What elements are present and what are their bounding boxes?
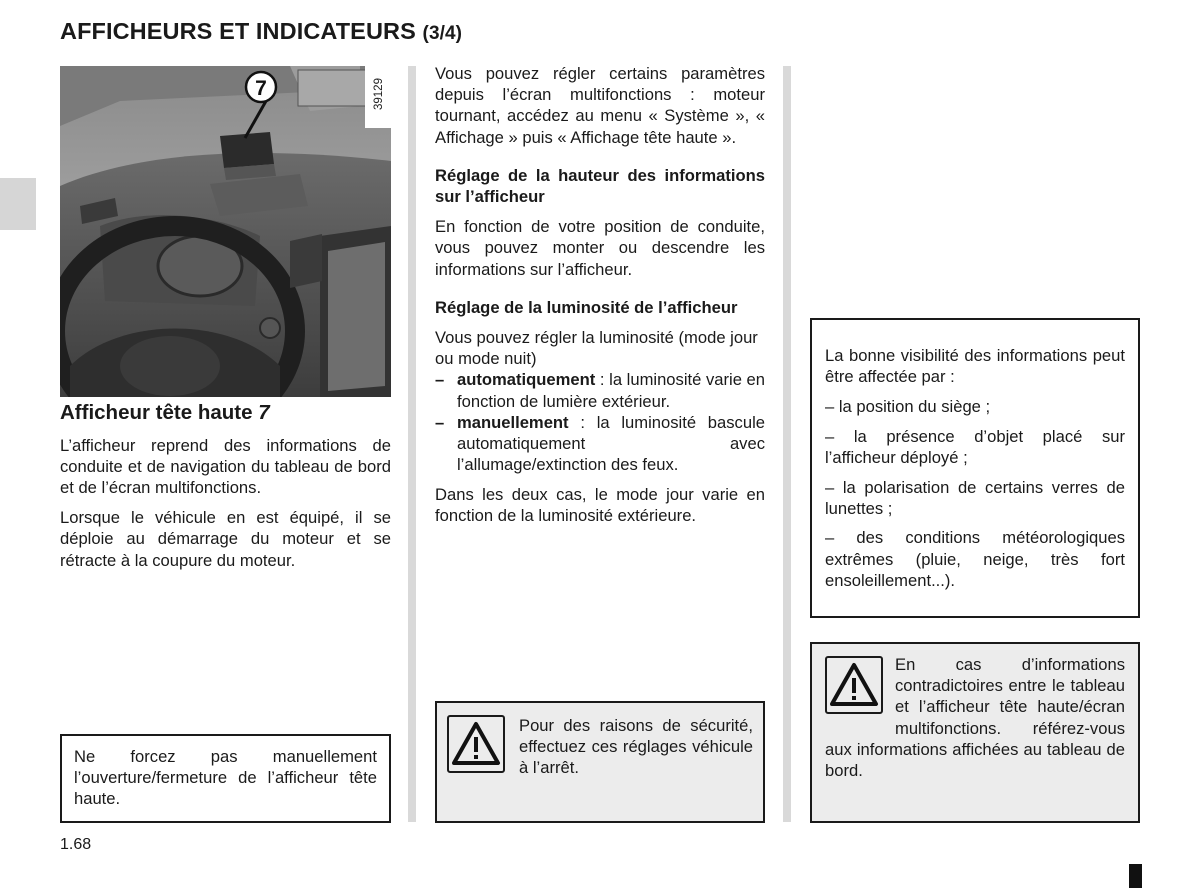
page-corner-mark — [1129, 864, 1142, 888]
dashboard-illustration — [60, 66, 391, 397]
left-paragraph-1: L’afficheur reprend des informations de conduite et de navigation du tableau de bord et de l’écran multifonctions. — [60, 436, 391, 498]
middle-intro: Vous pouvez régler certains paramètres depuis l’écran multifonctions : moteur tournant, accédez au menu « Système », « Affichage » puis « Affichage tête haute ». — [435, 64, 765, 147]
page-title-text: AFFICHEURS ET INDICATEURS — [60, 18, 416, 44]
option-manual-text: : la luminosité bascule automatiquement avec l’allumage/extinction des feux. — [457, 412, 765, 475]
section-subtitle — [60, 401, 391, 425]
section-tab — [0, 178, 36, 230]
left-paragraph-2: Lorsque le véhicule en est équipé, il se déploie au démarrage du moteur et se rétracte à la coupure du moteur. — [60, 508, 391, 570]
visibility-item: – la présence d’objet placé sur l’afficheur déployé ; — [825, 426, 1125, 467]
middle-paragraph-height: En fonction de votre position de conduite, vous pouvez monter ou descendre les informations sur l’afficheur. — [435, 217, 765, 279]
heading-brightness-adjust: Réglage de la luminosité de l’afficheur — [435, 297, 738, 317]
visibility-info-box — [810, 318, 1140, 618]
option-auto-label: automatiquement — [457, 370, 596, 390]
list-dash: – — [435, 370, 445, 390]
visibility-intro: La bonne visibilité des informations peut être affectée par : — [825, 346, 1125, 387]
left-column-text — [60, 435, 391, 579]
note-text: Ne forcez pas manuellement l’ouverture/fermeture de l’afficheur tête haute. — [74, 747, 377, 809]
subtitle-text: Afficheur tête haute — [60, 401, 253, 424]
middle-paragraph-brightness: Vous pouvez régler la luminosité (mode jour ou mode nuit) — [435, 328, 758, 369]
note-box — [60, 734, 391, 823]
column-separator-2 — [783, 66, 791, 822]
warning-box-settings — [435, 701, 765, 823]
warning-triangle-icon — [825, 656, 883, 714]
heading-height-adjust: Réglage de la hauteur des informations sur l’afficheur — [435, 165, 765, 207]
figure-callout-7: 7 — [255, 77, 267, 100]
warning-box-contradiction — [810, 642, 1140, 823]
brightness-option-manual — [435, 412, 765, 476]
brightness-option-auto — [435, 369, 765, 411]
visibility-item: – la position du siège ; — [825, 396, 991, 416]
warning-contradiction-text: En cas d’informations contradictoires entre le tableau et l’afficheur tête haute/écran multifonctions. référez-vous aux informations affichées au tableau de bord. — [825, 655, 1125, 781]
subtitle-number: 7 — [258, 401, 270, 424]
visibility-item: – la polarisation de certains verres de lunettes ; — [825, 477, 1125, 518]
list-dash: – — [435, 412, 445, 432]
visibility-item: – des conditions météorologiques extrêmes (pluie, neige, très fort ensoleillement...). — [825, 528, 1125, 590]
middle-column-text — [435, 63, 765, 535]
option-manual-label: manuellement — [457, 412, 569, 432]
page-title-suffix: (3/4) — [422, 23, 463, 44]
warning-triangle-icon — [447, 715, 505, 773]
head-up-display-photo — [60, 66, 391, 397]
option-auto-text: : la luminosité varie en fonction de lumière extérieur. — [457, 370, 766, 411]
figure-reference: 39129 — [373, 78, 385, 110]
middle-paragraph-day-mode: Dans les deux cas, le mode jour varie en fonction de la luminosité extérieure. — [435, 484, 765, 526]
warning-settings-text: Pour des raisons de sécurité, effectuez ces réglages véhicule à l’arrêt. — [519, 716, 753, 778]
page-number: 1.68 — [60, 836, 92, 853]
page-title — [60, 18, 462, 45]
column-separator-1 — [408, 66, 416, 822]
